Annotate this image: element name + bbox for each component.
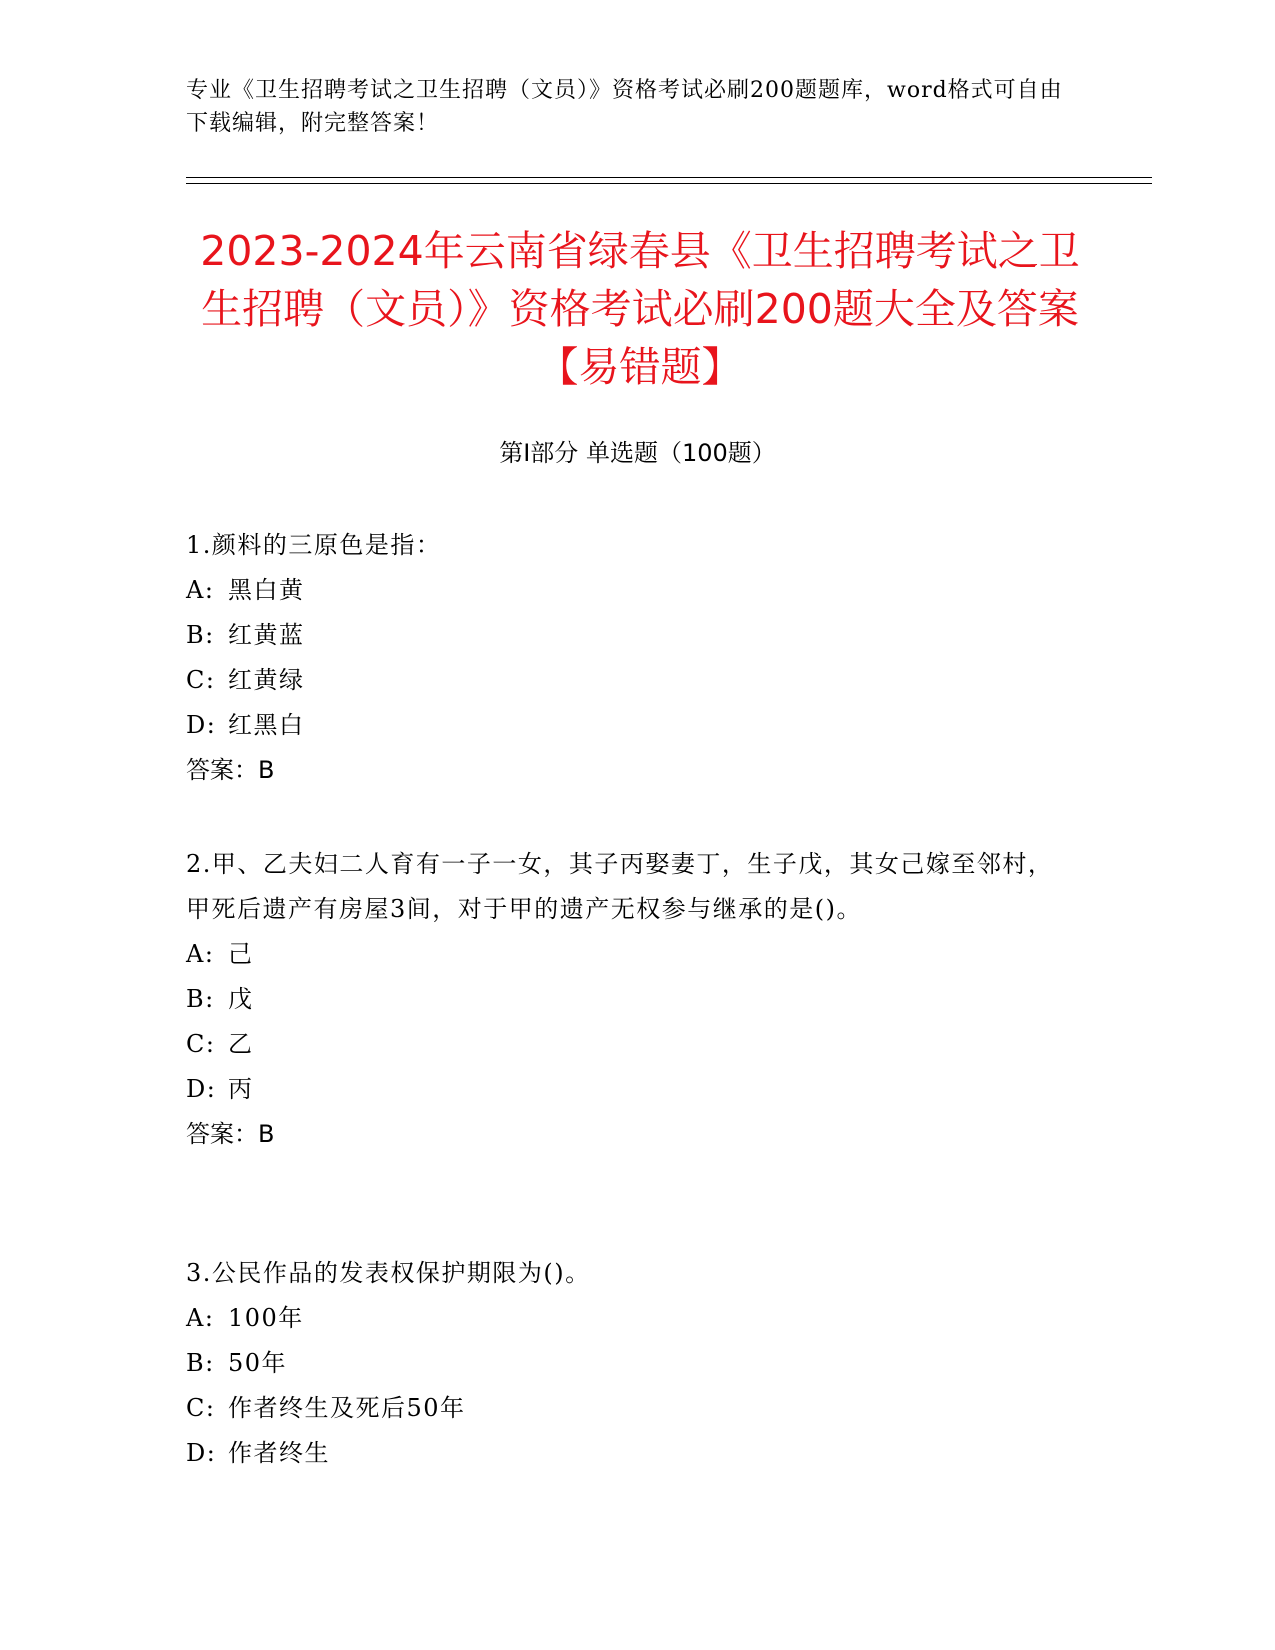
option-text: 红黄绿 bbox=[228, 666, 305, 694]
option-text: 丙 bbox=[228, 1075, 254, 1103]
option-d bbox=[186, 1431, 1066, 1476]
option-b bbox=[186, 1341, 1066, 1386]
header-divider-bottom bbox=[186, 183, 1152, 184]
header-note: 专业《卫生招聘考试之卫生招聘（文员）》资格考试必刷200题题库，word格式可自由下载编辑，附完整答案！ bbox=[186, 78, 1063, 136]
option-text: 作者终生 bbox=[228, 1439, 330, 1467]
option-d bbox=[186, 1067, 1066, 1112]
section-heading: 第Ⅰ部分 单选题（100题） bbox=[499, 439, 776, 467]
document-title: 2023-2024年云南省绿春县《卫生招聘考试之卫生招聘（文员）》资格考试必刷200题大全及答案【易错题】 bbox=[200, 227, 1080, 391]
option-text: 红黄蓝 bbox=[228, 621, 305, 649]
option-text: 己 bbox=[228, 940, 254, 968]
option-d bbox=[186, 703, 1066, 748]
question-1 bbox=[186, 523, 1066, 793]
option-label: B: bbox=[186, 985, 215, 1013]
option-label: D: bbox=[186, 1439, 217, 1467]
option-label: A: bbox=[186, 940, 215, 968]
option-text: 红黑白 bbox=[228, 711, 305, 739]
question-2 bbox=[186, 842, 1066, 1157]
option-label: B: bbox=[186, 621, 215, 649]
header-divider-top bbox=[186, 177, 1152, 178]
question-3 bbox=[186, 1251, 1066, 1476]
option-b bbox=[186, 977, 1066, 1022]
option-label: D: bbox=[186, 1075, 217, 1103]
question-stem: 3.公民作品的发表权保护期限为()。 bbox=[186, 1259, 591, 1287]
option-c bbox=[186, 658, 1066, 703]
option-text: 作者终生及死后50年 bbox=[228, 1394, 466, 1422]
option-label: A: bbox=[186, 1304, 215, 1332]
option-label: B: bbox=[186, 1349, 215, 1377]
option-a bbox=[186, 932, 1066, 977]
option-label: D: bbox=[186, 711, 217, 739]
option-text: 戊 bbox=[228, 985, 254, 1013]
answer: 答案：B bbox=[186, 756, 275, 784]
option-label: C: bbox=[186, 1030, 216, 1058]
answer: 答案：B bbox=[186, 1120, 275, 1148]
option-c bbox=[186, 1022, 1066, 1067]
option-a bbox=[186, 568, 1066, 613]
option-c bbox=[186, 1386, 1066, 1431]
option-label: C: bbox=[186, 1394, 216, 1422]
option-text: 50年 bbox=[228, 1349, 288, 1377]
question-stem: 1.颜料的三原色是指： bbox=[186, 531, 442, 559]
option-label: A: bbox=[186, 576, 215, 604]
option-text: 乙 bbox=[228, 1030, 254, 1058]
question-stem: 2.甲、乙夫妇二人育有一子一女，其子丙娶妻丁，生子戊，其女己嫁至邻村，甲死后遗产有房屋3间，对于甲的遗产无权参与继承的是()。 bbox=[186, 850, 1054, 923]
option-a bbox=[186, 1296, 1066, 1341]
option-text: 100年 bbox=[228, 1304, 304, 1332]
option-b bbox=[186, 613, 1066, 658]
option-text: 黑白黄 bbox=[228, 576, 305, 604]
option-label: C: bbox=[186, 666, 216, 694]
